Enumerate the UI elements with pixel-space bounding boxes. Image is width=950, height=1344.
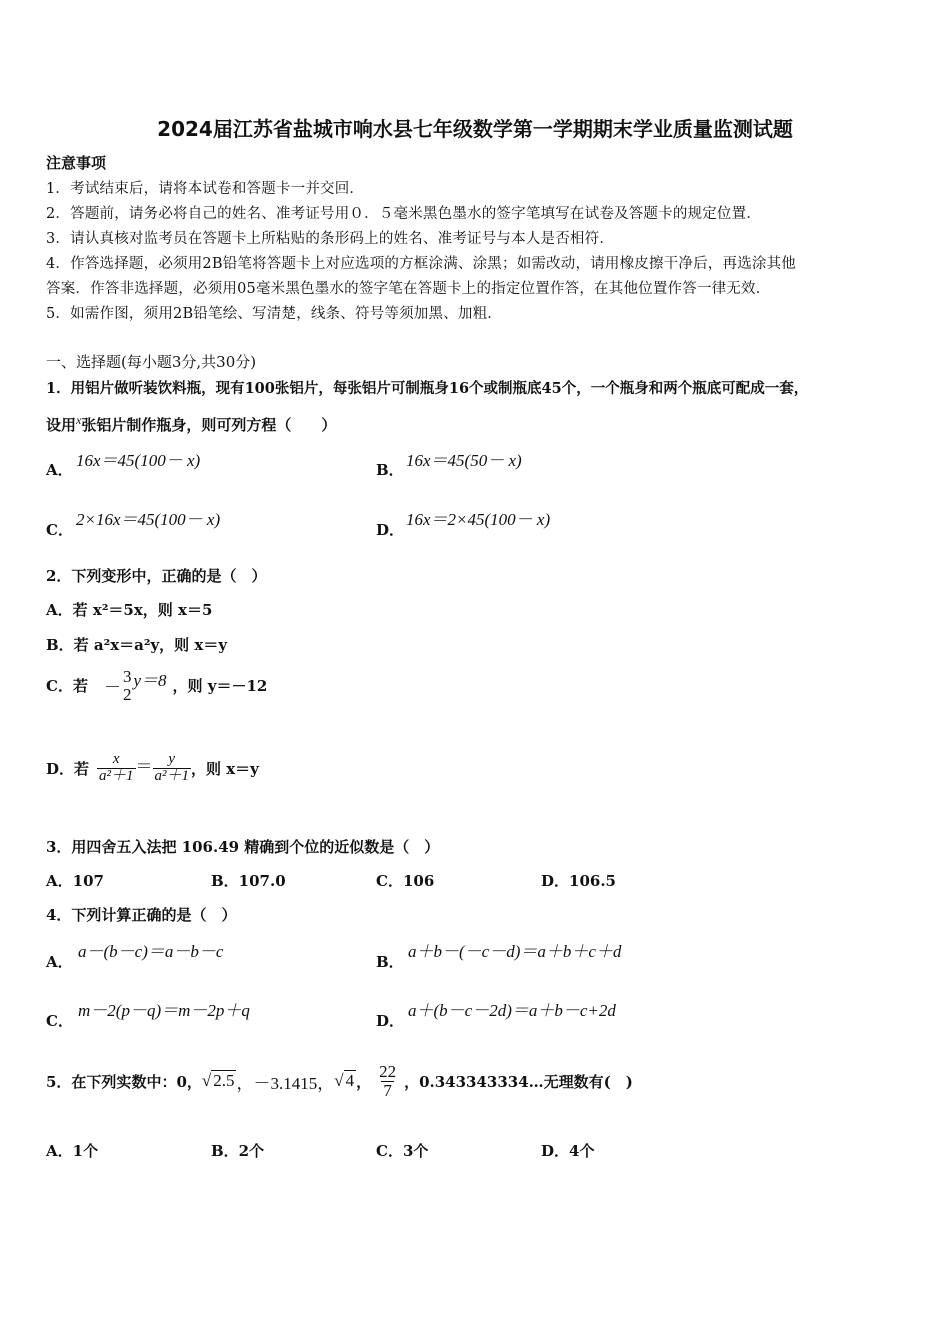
notice-item: 3．请认真核对监考员在答题卡上所粘贴的条形码上的姓名、准考证号与本人是否相符． <box>46 231 615 247</box>
notice-item: 答案．作答非选择题，必须用05毫米黑色墨水的签字笔在答题卡上的指定位置作答，在其他位置作答一律无效． <box>46 281 771 297</box>
q1-stem-part: 张铝片制作瓶身，则可列方程（ ） <box>81 416 337 434</box>
q2-option-c-rest: y＝8 <box>133 671 167 691</box>
q2-option-a <box>46 599 212 620</box>
q1-option-c-label: C． <box>46 521 73 539</box>
question-1-stem-line2 <box>46 413 336 435</box>
q4-option-a-label: A． <box>46 953 73 971</box>
q4-option-d: a＋(b－c－2d)＝a＋b－c+2d <box>408 1001 616 1020</box>
q1-option-b-label: B． <box>376 461 404 479</box>
q2-option-a-expr: x²＝5x <box>92 601 143 619</box>
q5-sqrt-2-5: √ 2.5 <box>201 1071 235 1090</box>
question-1-stem: 1．用铝片做听装饮料瓶，现有100张铝片，每张铝片可制瓶身16个或制瓶底45个，一个瓶身和两个瓶底可配成一套， <box>46 380 809 397</box>
q5-option-c: C．3个 <box>376 1142 429 1160</box>
notice-item: 1．考试结束后，请将本试卷和答题卡一并交回． <box>46 181 365 197</box>
q2-option-b <box>46 634 227 655</box>
q5-sqrt-radicand: 2.5 <box>213 1071 235 1090</box>
q1-option-c: 2×16x＝45(100－ x) <box>76 510 221 529</box>
q1-option-a-label: A． <box>46 461 73 479</box>
q5-fraction <box>377 1063 398 1100</box>
q2-option-a-label: A．若 <box>46 601 88 619</box>
fraction-denominator: a²＋1 <box>99 767 134 784</box>
q5-stem-part: 5．在下列实数中：0， <box>46 1072 202 1091</box>
q5-sqrt-radicand: 4 <box>345 1071 355 1090</box>
notice-heading: 注意事项 <box>46 154 107 172</box>
q3-option-b: B．107.0 <box>211 872 286 890</box>
q2-option-c-sign: － <box>103 678 121 698</box>
q5-option-b: B．2个 <box>211 1142 265 1160</box>
q2-option-c-fraction <box>121 668 134 704</box>
q1-variable: x <box>76 413 82 427</box>
question-2-stem: 2．下列变形中，正确的是（ ） <box>46 567 267 585</box>
q5-option-a: A．1个 <box>46 1142 99 1160</box>
q4-option-b-label: B． <box>376 953 404 971</box>
page-title: 2024届江苏省盐城市响水县七年级数学第一学期期末学业质量监测试题 <box>157 117 793 141</box>
q2-option-d-fraction-right <box>153 752 192 785</box>
q1-option-d: 16x＝2×45(100－ x) <box>406 510 551 529</box>
q4-option-b: a＋b－(－c－d)＝a＋b＋c＋d <box>408 942 622 961</box>
notice-item: 4．作答选择题，必须用2B铅笔将答题卡上对应选项的方框涂满、涂黑；如需改动，请用橡皮擦干净后，再选涂其他 <box>46 256 797 272</box>
q4-option-c-label: C． <box>46 1012 73 1030</box>
q1-option-d-label: D． <box>376 521 405 539</box>
q4-option-c: m－2(p－q)＝m－2p＋q <box>78 1001 250 1020</box>
q2-option-b-tail: ，则 x＝y <box>159 636 228 654</box>
q1-option-b: 16x＝45(50－ x) <box>406 451 522 470</box>
question-5-stem <box>46 1055 633 1107</box>
q2-option-c <box>46 668 267 704</box>
fraction-numerator: 3 <box>122 667 132 686</box>
q2-option-b-label: B．若 <box>46 636 89 654</box>
q2-option-d-equals: ＝ <box>135 756 153 776</box>
q5-option-d: D．4个 <box>541 1142 595 1160</box>
q2-option-c-tail: ，则 y＝－12 <box>172 677 268 696</box>
q2-option-c-label: C．若 <box>46 677 88 696</box>
fraction-denominator: 2 <box>122 684 132 704</box>
notice-item: 2．答题前，请务必将自己的姓名、准考证号用０．５毫米黑色墨水的签字笔填写在试卷及答题卡的规定位置． <box>46 206 762 222</box>
section-heading: 一、选择题(每小题3分,共30分) <box>46 353 257 371</box>
q3-option-c: C．106 <box>376 872 435 890</box>
fraction-denominator: 7 <box>383 1080 392 1100</box>
q5-sqrt-4: √ 4 <box>334 1071 355 1090</box>
fraction-numerator: 22 <box>379 1061 397 1081</box>
q1-option-a: 16x＝45(100－ x) <box>76 451 201 470</box>
q2-option-a-tail: ，则 x＝5 <box>142 601 213 619</box>
q5-stem-part: ，－3.1415， <box>236 1073 335 1093</box>
q4-option-d-label: D． <box>376 1012 405 1030</box>
q4-option-a: a－(b－c)＝a－b－c <box>78 942 224 961</box>
q2-option-d-label: D．若 <box>46 759 90 778</box>
q1-stem-part: 设用 <box>46 416 77 434</box>
notice-item: 5．如需作图，须用2B铅笔绘、写清楚，线条、符号等须加黑、加粗． <box>46 306 503 322</box>
q3-option-a: A．107 <box>46 872 104 890</box>
q2-option-d <box>46 752 259 785</box>
fraction-denominator: a²＋1 <box>154 767 190 784</box>
q2-option-b-expr: a²x＝a²y <box>93 636 160 654</box>
fraction-numerator: y <box>168 751 176 767</box>
question-4-stem: 4．下列计算正确的是（ ） <box>46 906 237 924</box>
q2-option-d-tail: ，则 x＝y <box>191 759 259 778</box>
q2-option-d-fraction-left <box>97 752 136 785</box>
q3-option-d: D．106.5 <box>541 872 616 890</box>
q5-stem-part: ，0.343343334…无理数有( ) <box>404 1072 633 1091</box>
fraction-numerator: x <box>112 751 120 767</box>
question-3-stem: 3．用四舍五入法把 106.49 精确到个位的近似数是（ ） <box>46 838 440 856</box>
q5-stem-part: ， <box>356 1072 372 1091</box>
